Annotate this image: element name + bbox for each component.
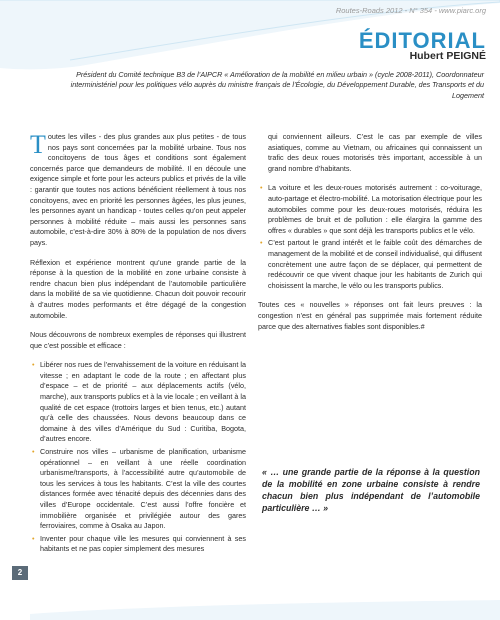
list-item: • Construire nos villes – urbanisme de planification, urbanisme opérationnel – en veillant à une réelle coordination urbanisme/transports, à l’accessibilité autre qu’automobile de tous les services à tous les habitants. C’est la ville des courtes distances formée avec ténacité depuis des décennies dans des villes d’Europe occidentale. C’est aussi l’offre foncière et immobilière organisée et privilégiée autour des gares ferroviaires, comme à Osaka au Japon.	[32, 447, 246, 531]
paragraph-1-text: outes les villes - des plus grandes aux plus petites - de tous nos pays sont concernées par la mobilité urbaine. Tous nos concitoyens de tous âges et conditions sont également concernés parce que demandeurs de mobilité. Il en découle une exigence simple et forte pour les acteurs publics et privés de la ville : garantir que toutes nos actions bénéficient réellement à tous nos concitoyens, avec en priorité les personnes âgées, les plus jeunes, les personnes ayant un handicap - toutes celles qu’on peut appeler personnes à mobilité réduite – mais aussi les personnes sans automobile, c’est-à-dire 30% à 80% de la population de nos divers pays.	[30, 132, 246, 247]
journal-header: Routes-Roads 2012 - N° 354 - www.piarc.org	[335, 6, 486, 15]
bullet-icon: •	[32, 447, 35, 457]
list-item: • Libérer nos rues de l’envahissement de la voiture en réduisant la vitesse ; en adaptant le code de la route ; en affectant plus d’espace – et de priorité – aux déplacements actifs (vélo, marche), aux transports publics et à la vie locale ; en veillant à la qualité de cet espace (trottoirs larges et bien tenus, etc.) autant qu’à celle des chaussées. Nous devons beaucoup dans ce domaine à des villes d’Amérique du Sud : Curitiba, Bogota, d’autres encore.	[32, 360, 246, 444]
paragraph-3: Nous découvrons de nombreux exemples de réponses qui illustrent que c’est possible et efficace :	[30, 330, 246, 350]
list-item: • La voiture et les deux-roues motorisés autrement : co-voiturage, auto-partage et électro-mobilité. La motorisation électrique pour les automobiles comme pour les deux-roues motorisés, réduira les problèmes de bruit et de pollution : elle élargira la gamme des offres « durables » que sont déjà les transports publics et le vélo.	[260, 183, 482, 235]
bullet-icon: •	[260, 238, 263, 248]
page-title: ÉDITORIAL	[358, 28, 486, 53]
drop-cap: T	[30, 130, 46, 159]
pull-quote: « … une grande partie de la réponse à la question de la mobilité en zone urbaine consiste à rendre chacun bien plus indépendant de l’automobile particulière … »	[262, 467, 480, 513]
paragraph-continued: qui conviennent ailleurs. C’est le cas par exemple de villes asiatiques, comme au Vietnam, ou africaines qui connaissent un trafic des deux roues motorisés très important, accessible à un grand nombre d’habitants.	[268, 132, 482, 173]
author-intro: Président du Comité technique B3 de l’AIPCR « Amélioration de la mobilité en milieu urbain » (cycle 2008-2011), Coordonnateur interministériel pour les politiques vélo auprès du ministre français de l’Écologie, du Développement Durable, des Transports et du Logement	[70, 70, 484, 100]
footer-swoosh	[0, 600, 500, 620]
bullet-icon: •	[260, 183, 263, 193]
bullet-icon: •	[32, 360, 35, 370]
list-item: • C’est partout le grand intérêt et le faible coût des démarches de management de la mobilité et de conseil individualisé, qui diffusent concrètement une autre façon de se déplacer, qui permettent de redécouvrir ce que vivent chaque jour les habitants de Zurich qui choisissent la marche, le vélo ou les transports publics.	[260, 238, 482, 290]
page-number: 2	[12, 566, 28, 580]
bullet-icon: •	[32, 533, 35, 543]
closing-paragraph: Toutes ces « nouvelles » réponses ont fait leurs preuves : la congestion n’est en général pas supprimée mais fortement réduite parce que des alternatives fiables sont disponibles.#	[258, 300, 482, 331]
paragraph-2: Réflexion et expérience montrent qu’une grande partie de la réponse à la question de la mobilité en zone urbaine consiste à rendre chacun bien plus indépendant de l’automobile particulière dans la mobilité de sa vie quotidienne. Chacun doit pouvoir recourir à d’autres modes performants et être dégagé de la congestion automobile.	[30, 257, 246, 320]
author-name: Hubert PEIGNÉ	[409, 50, 486, 62]
column-right	[258, 132, 482, 341]
paragraph-1	[30, 132, 246, 249]
list-item: • Inventer pour chaque ville les mesures qui conviennent à ses habitants et ne pas copier simplement des mesures	[32, 533, 246, 554]
column-left	[30, 132, 246, 557]
bullet-list-right	[258, 183, 482, 291]
bullet-list-left	[30, 360, 246, 555]
